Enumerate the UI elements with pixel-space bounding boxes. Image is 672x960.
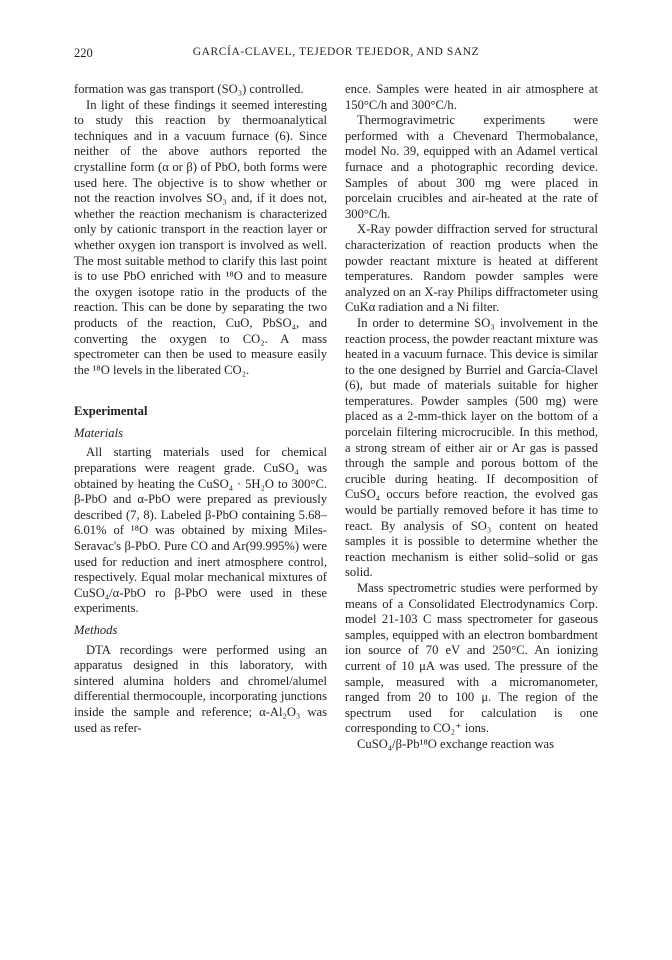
paragraph: In order to determine SO₃ involvement in the reaction process, the powder reactant mixture was heated in a vacuum furnace. This device is similar to the one designed by Burriel and García-Clavel (6), but made of materials suitable for higher temperatures. Powder samples (500 mg) were placed as a 2-mm-thick layer on the bottom of a porcelain filtering microcrucible. In this method, a strong stream of either air or Ar gas is passed through the sample and porous bottom of the crucible during heating. If decomposition of CuSO₄ occurs before reaction, the evolved gas would be partially removed before it has time to react. By analysis of SO₃ content on heated samples it is possible to determine whether the reaction mechanism is either solid–solid or gas solid. bbox=[345, 315, 598, 580]
left-column bbox=[74, 82, 327, 736]
paragraph: DTA recordings were performed using an apparatus designed in this laboratory, with sintered alumina holders and chromel/alumel differential thermocouple, incorporating junctions inside the sample and reference; α-Al₂O₃ was used as refer- bbox=[74, 642, 327, 735]
paragraph: In light of these findings it seemed interesting to study this reaction by thermoanalytical techniques and in a vacuum furnace (6). Since neither of the above authors reported the crystalline form (α or β) of PbO, both forms were used here. The objective is to show whether or not the reaction involves SO₃ and, if it does not, whether the reaction mechanism is characterized only by cationic transport in the reaction layer or whether oxygen ion transport is involved as well. The most suitable method to clarify this last point is to use PbO enriched with ¹⁸O and to measure the oxygen isotope ratio in the products of the reaction. This can be done by separating the two products of the reaction, CuO, PbSO₄, and converting the oxygen to CO₂. A mass spectrometer can then be used to measure easily the ¹⁸O levels in the liberated CO₂. bbox=[74, 97, 327, 377]
paragraph: CuSO₄/β-Pb¹⁸O exchange reaction was bbox=[357, 736, 554, 751]
paragraph: ence. Samples were heated in air atmosphere at 150°C/h and 300°C/h. bbox=[345, 82, 598, 112]
paragraph: formation was gas transport (SO₃) controlled. bbox=[74, 82, 304, 96]
right-column bbox=[345, 82, 598, 753]
section-heading-experimental: Experimental bbox=[74, 404, 148, 419]
paragraph: X-Ray powder diffraction served for structural characterization of reaction products when the powder reactant mixture is heated at different temperatures. Random powder samples were analyzed on an X-ray Philips diffractometer using CuKα radiation and a Ni filter. bbox=[345, 222, 598, 315]
header-authors: GARCÍA-CLAVEL, TEJEDOR TEJEDOR, AND SANZ bbox=[192, 46, 480, 58]
page-number: 220 bbox=[74, 46, 93, 60]
subheading-materials: Materials bbox=[74, 425, 123, 440]
running-head bbox=[74, 46, 598, 66]
subheading-methods: Methods bbox=[74, 623, 118, 637]
paragraph: All starting materials used for chemical preparations were reagent grade. CuSO₄ was obtained by heating the CuSO₄ · 5H₂O to 300°C. β-PbO and α-PbO were prepared as previously described (7, 8). Labeled β-PbO containing 5.68–6.01% of ¹⁸O was obtained by mixing Miles-Seravac's β-PbO. Pure CO and Ar(99.995%) were used for reduction and inert atmosphere control, respectively. Equal molar mechanical mixtures of CuSO₄/α-PbO ro β-PbO were used in these experiments. bbox=[74, 445, 327, 616]
paragraph: Thermogravimetric experiments were performed with a Chevenard Thermobalance, model No. 39, equipped with an Adamel vertical furnace and a photographic recording device. Samples of about 300 mg were placed in porcelain crucibles and air-heated at the rate of 300°C/h. bbox=[345, 113, 598, 221]
paragraph: Mass spectrometric studies were performed by means of a Consolidated Electrodynamics Corp. model 21-103 C mass spectrometer for gaseous samples, equipped with an electron bombardment ion source of 70 eV and 250°C. An ionizing current of 10 μA was used. The pressure of the sample, measured with a micromanometer, ranged from 20 to 100 μ. The region of the spectrum used for calculation is one corresponding to CO₂⁺ ions. bbox=[345, 581, 598, 736]
